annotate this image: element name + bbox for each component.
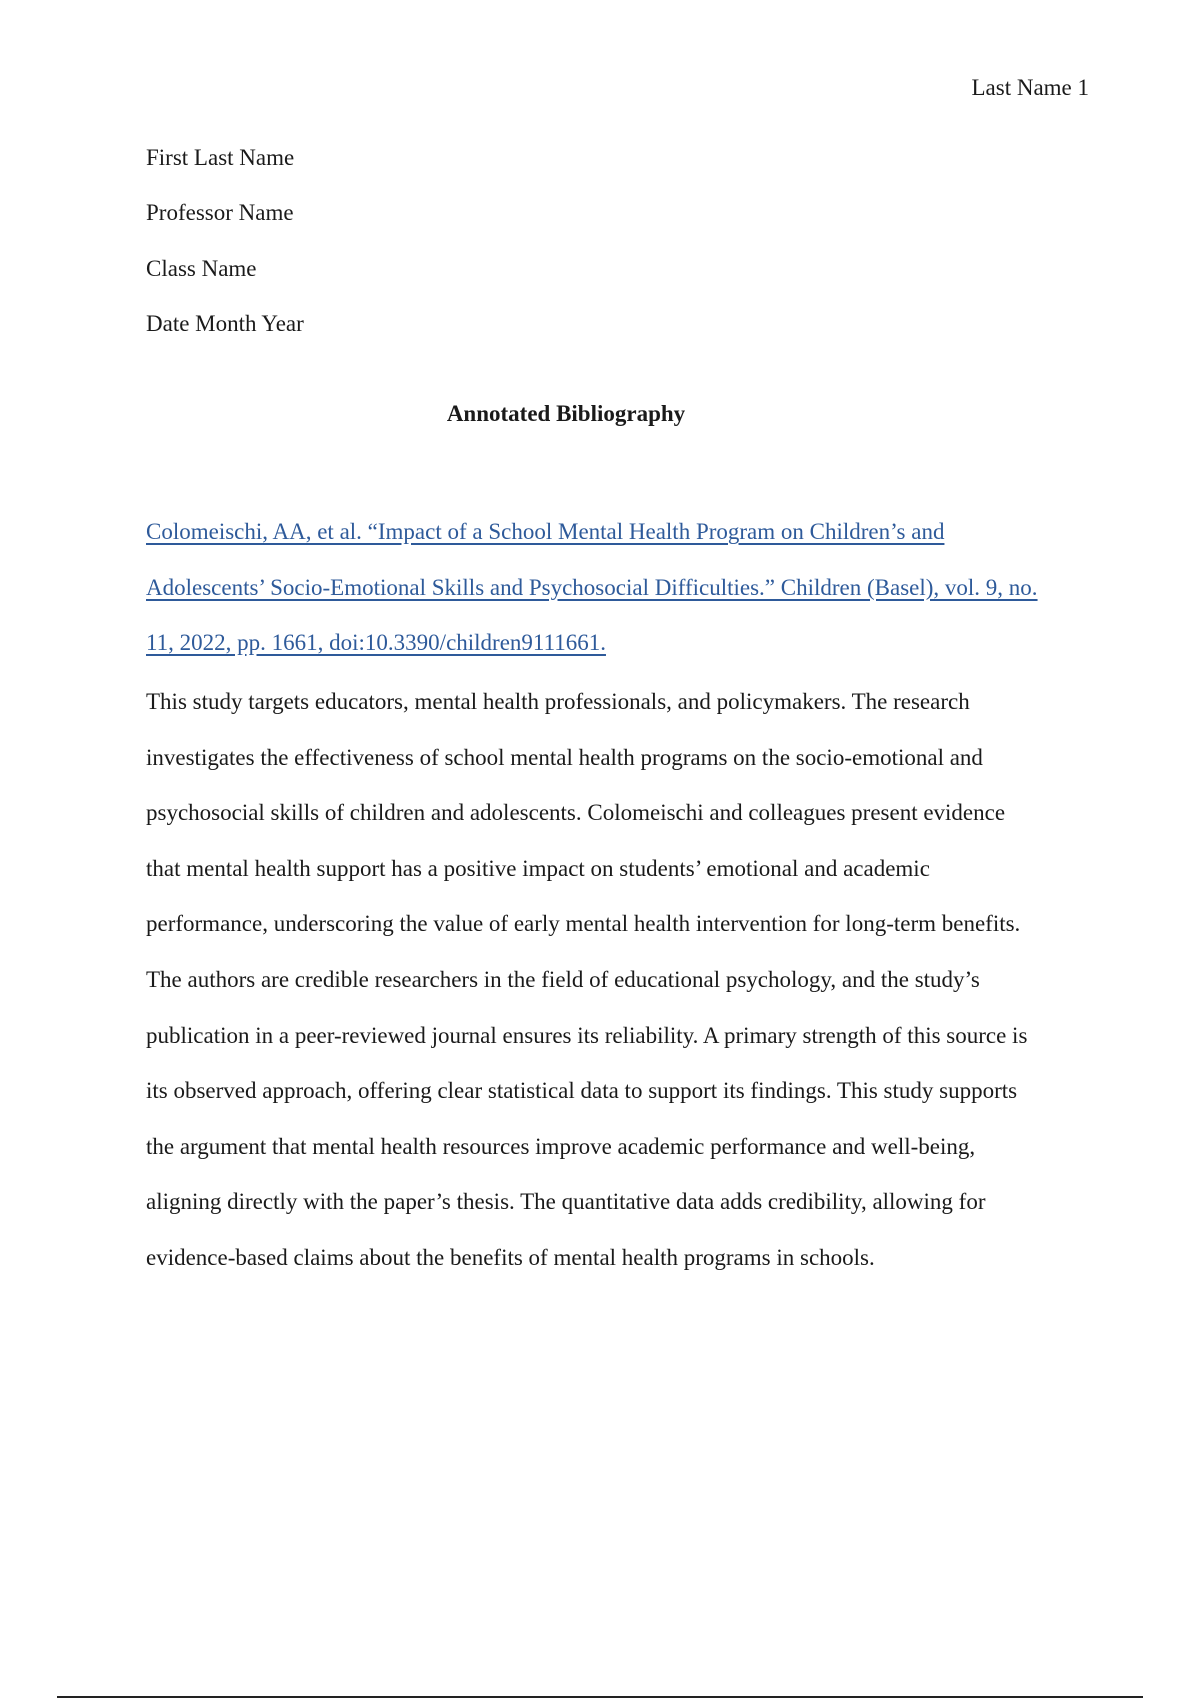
annotation-line: psychosocial skills of children and adolescents. Colomeischi and colleagues present evidence	[146, 800, 1006, 826]
document-title: Annotated Bibliography	[446, 401, 686, 426]
annotation-line: aligning directly with the paper’s thesis. The quantitative data adds credibility, allowing for	[146, 1189, 986, 1215]
citation-link-line-2[interactable]: Adolescents’ Socio-Emotional Skills and Psychosocial Difficulties.” Children (Basel), vol. 9, no.	[146, 574, 1038, 600]
class-name: Class Name	[146, 255, 257, 281]
annotation-line: The authors are credible researchers in the field of educational psychology, and the study’s	[146, 966, 980, 992]
annotation-line: evidence-based claims about the benefits of mental health programs in schools.	[146, 1244, 875, 1270]
annotation-line: This study targets educators, mental health professionals, and policymakers. The research	[146, 689, 970, 714]
annotation-line: publication in a peer-reviewed journal ensures its reliability. A primary strength of this source is	[146, 1022, 1028, 1048]
citation-entry	[146, 518, 1091, 685]
submission-date: Date Month Year	[146, 310, 304, 336]
annotation-line: that mental health support has a positive impact on students’ emotional and academic	[146, 855, 930, 881]
annotation-line: its observed approach, offering clear statistical data to support its findings. This study supports	[146, 1078, 1018, 1104]
annotation-line: the argument that mental health resources improve academic performance and well-being,	[146, 1133, 976, 1159]
annotation-line: performance, underscoring the value of early mental health intervention for long-term benefits.	[146, 911, 1021, 937]
citation-link-line-3[interactable]: 11, 2022, pp. 1661, doi:10.3390/children9111661.	[146, 630, 606, 656]
running-head: Last Name 1	[971, 75, 1089, 100]
student-name: First Last Name	[146, 145, 295, 170]
student-header-block	[146, 144, 1086, 365]
annotation-paragraph	[146, 688, 1091, 1300]
annotation-line: investigates the effectiveness of school mental health programs on the socio-emotional and	[146, 744, 983, 770]
page-bottom-divider	[57, 1696, 1143, 1698]
citation-link-line-1[interactable]: Colomeischi, AA, et al. “Impact of a School Mental Health Program on Children’s and	[146, 519, 945, 544]
professor-name: Professor Name	[146, 200, 294, 226]
